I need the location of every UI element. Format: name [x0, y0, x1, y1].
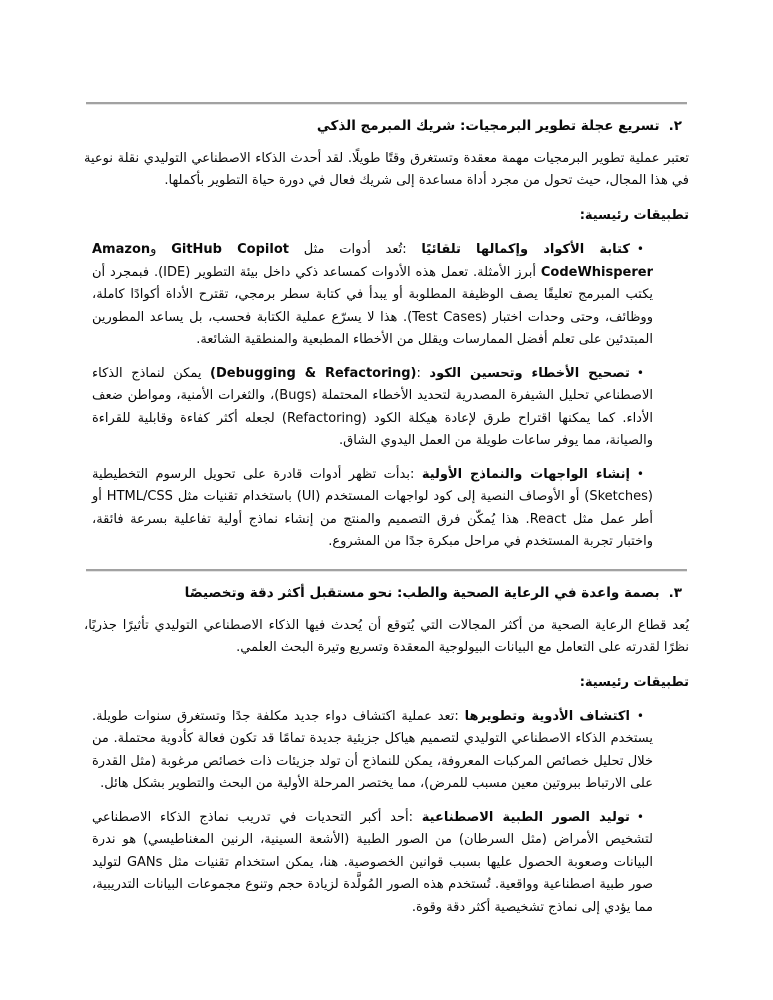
list-item: [84, 362, 689, 453]
section-heading: [84, 115, 689, 137]
page-content: [84, 0, 689, 919]
intro-paragraph: يُعد قطاع الرعاية الصحية من أكثر المجالات التي يُتوقع أن يُحدث فيها الذكاء الاصطناعي التوليدي تأثيرًا جذريًا، نظرًا لقدرته على التعامل مع البيانات البيولوجية المعقدة وتسريع وتيرة البحث العلمي.: [84, 617, 689, 655]
bullet-list: [84, 238, 689, 554]
section-number: ٣.: [668, 584, 682, 601]
intro-paragraph: تعتبر عملية تطوير البرمجيات مهمة معقدة وتستغرق وقتًا طويلًا. لقد أحدث الذكاء الاصطناعي التوليدي نقلة نوعية في هذا المجال، حيث تحول من مجرد أداة مساعدة إلى شريك فعال في دورة حياة التطوير بأكملها.: [84, 151, 689, 188]
list-item-text: إنشاء الواجهات والنماذج الأولية :بدأت تظهر أدوات قادرة على تحويل الرسوم التخطيطية (Sketches) أو الأوصاف النصية إلى كود لواجهات المستخدم (UI) باستخدام تقنيات مثل HTML/CSS أو أطر عمل مثل React. هذا يُمكّن فرق التصميم والمنتج من إنشاء نماذج أولية تفاعلية بسرعة فائقة، واختبار تجربة المستخدم في مراحل مبكرة جدًا من المشروع.: [92, 466, 653, 549]
list-item: [84, 238, 689, 352]
section-title: تسريع عجلة تطوير البرمجيات: شريك المبرمج الذكي: [316, 118, 660, 134]
bullet-icon: •: [636, 365, 644, 380]
bullet-list: [84, 705, 689, 920]
section-number: ٢.: [668, 118, 682, 134]
list-item-text: توليد الصور الطبية الاصطناعية :أحد أكبر التحديات في تدريب نماذج الذكاء الاصطناعي لتشخيص الأمراض (مثل السرطان) من الصور الطبية (الأشعة السينية، الرنين المغناطيسي) هو ندرة البيانات وصعوبة الحصول عليها بسبب قوانين الخصوصية. هنا، يمكن استخدام تقنيات مثل GANs لتوليد صور طبية اصطناعية وواقعية. تُستخدم هذه الصور المُولَّدة لزيادة حجم وتنوع مجموعات البيانات التدريبية، مما يؤدي إلى نماذج تشخيصية أكثر دقة وقوة.: [92, 809, 653, 915]
bullet-icon: •: [636, 708, 644, 723]
applications-subheading: تطبيقات رئيسية:: [579, 674, 689, 690]
list-item: [84, 463, 689, 554]
list-item-text: كتابة الأكواد وإكمالها تلقائيًا :تُعد أدوات مثل GitHub Copilot وAmazon CodeWhisperer أبرز الأمثلة. تعمل هذه الأدوات كمساعد ذكي داخل بيئة التطوير (IDE). فبمجرد أن يكتب المبرمج تعليقًا يصف الوظيفة المطلوبة أو يبدأ في كتابة سطر برمجي، تقترح الأداة أكوادًا كاملة، ووظائف، وحتى وحدات اختبار (Test Cases). هذا لا يسرّع عملية الكتابة فحسب، بل يساعد المطورين المبتدئين على تعلم أفضل الممارسات ويقلل من الأخطاء المطبعية والمنطقية الشائعة.: [92, 242, 653, 347]
section-divider: [86, 569, 687, 572]
section-title: بصمة واعدة في الرعاية الصحية والطب: نحو مستقبل أكثر دقة وتخصيصًا: [184, 584, 660, 601]
list-item: [84, 806, 689, 920]
applications-subheading: تطبيقات رئيسية:: [579, 208, 689, 223]
section-divider: [86, 102, 687, 105]
bullet-icon: •: [636, 242, 644, 256]
section-heading: [84, 582, 689, 604]
bullet-icon: •: [636, 466, 644, 481]
list-item-text: تصحيح الأخطاء وتحسين الكود :(Debugging & Refactoring) يمكن لنماذج الذكاء الاصطناعي تحليل الشيفرة المصدرية لتحديد الأخطاء المحتملة (Bugs)، والثغرات الأمنية، ومواطن ضعف الأداء. كما يمكنها اقتراح طرق لإعادة هيكلة الكود (Refactoring) لجعله أكثر كفاءة وقابلية للقراءة والصيانة، مما يوفر ساعات طويلة من العمل اليدوي الشاق.: [92, 365, 653, 448]
bullet-icon: •: [636, 809, 644, 824]
list-item: [84, 705, 689, 796]
list-item-text: اكتشاف الأدوية وتطويرها :تعد عملية اكتشاف دواء جديد مكلفة جدًا وتستغرق سنوات طويلة. يستخدم الذكاء الاصطناعي التوليدي لتصميم هياكل جزيئية جديدة تمامًا قد تكون فعالة كأدوية محتملة. من خلال تحليل خصائص المركبات المعروفة، يمكن للنماذج أن تولد جزيئات ذات خصائص مرغوبة (مثل القدرة على الارتباط ببروتين معين مسبب للمرض)، مما يختصر المرحلة الأولية من البحث والتطوير بشكل هائل.: [92, 708, 653, 791]
